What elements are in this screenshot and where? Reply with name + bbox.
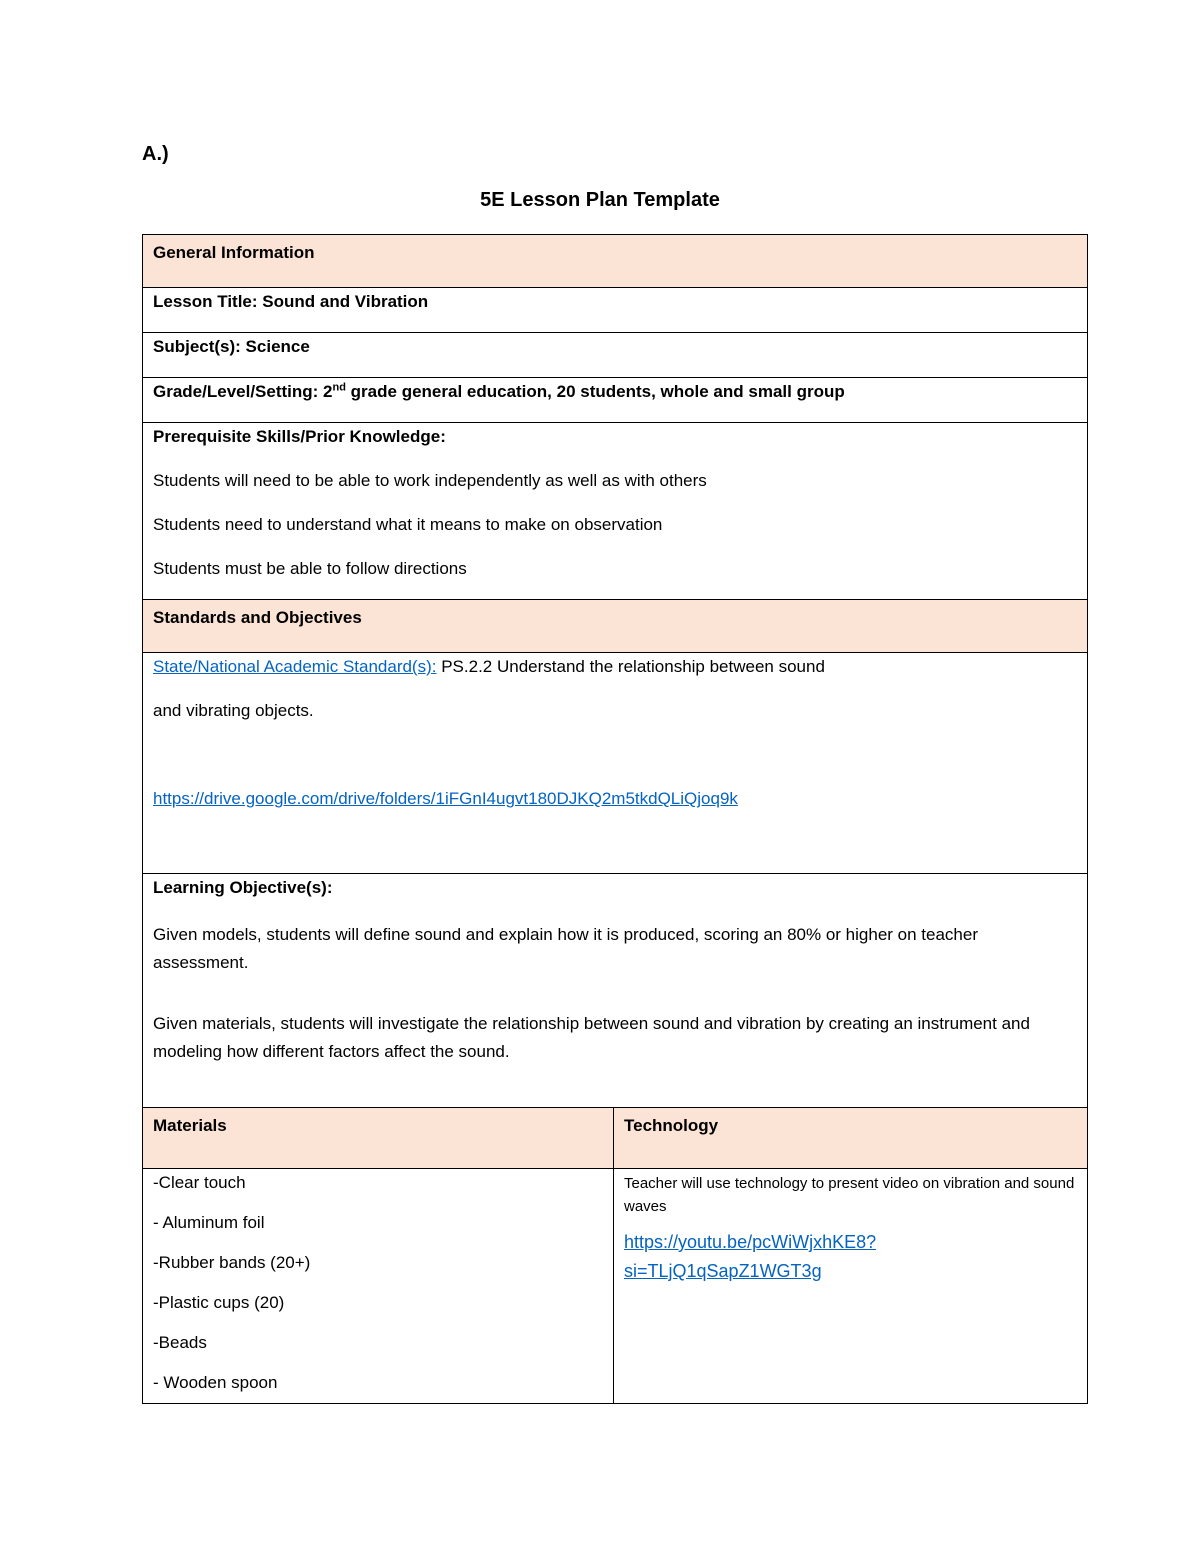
list-item: -Beads <box>153 1333 207 1352</box>
document-title: 5E Lesson Plan Template <box>480 189 720 211</box>
list-item: -Clear touch <box>153 1173 246 1192</box>
grade-level-cell <box>143 378 1088 423</box>
drive-folder-link[interactable]: https://drive.google.com/drive/folders/1iFGnI4ugvt180DJKQ2m5tkdQLiQjoq9k <box>153 789 738 808</box>
materials-technology-header-row <box>143 1108 1088 1169</box>
grade-level-setting: Grade/Level/Setting: 2nd grade general education, 20 students, whole and small group <box>153 381 845 401</box>
general-information-header-row <box>143 235 1088 288</box>
standard-line: State/National Academic Standard(s): PS.2.2 Understand the relationship between sound <box>153 657 825 676</box>
technology-heading: Technology <box>614 1108 1088 1169</box>
prerequisite-item: Students must be able to follow directions <box>153 559 467 578</box>
lesson-title: Lesson Title: Sound and Vibration <box>153 292 429 311</box>
prerequisite-item: Students need to understand what it means to make on observation <box>153 515 663 534</box>
prerequisite-cell <box>143 423 1088 600</box>
technology-cell <box>614 1169 1088 1404</box>
subjects-cell <box>143 333 1088 378</box>
materials-heading: Materials <box>143 1108 614 1169</box>
standards-objectives-heading: Standards and Objectives <box>143 600 1088 653</box>
list-item: -Rubber bands (20+) <box>153 1253 311 1272</box>
learning-objective: Given models, students will define sound and explain how it is produced, scoring an 80% or higher on teacher assessment. <box>153 925 978 972</box>
standard-line-continued: and vibrating objects. <box>153 701 314 720</box>
standards-cell <box>143 653 1088 874</box>
prerequisite-heading: Prerequisite Skills/Prior Knowledge: <box>153 427 446 446</box>
list-item: -Plastic cups (20) <box>153 1293 285 1312</box>
learning-objective: Given materials, students will investigate the relationship between sound and vibration by creating an instrument and modeling how different factors affect the sound. <box>153 1014 1030 1061</box>
learning-objectives-heading: Learning Objective(s): <box>153 878 333 897</box>
general-information-heading: General Information <box>143 235 1088 288</box>
prerequisite-item: Students will need to be able to work independently as well as with others <box>153 471 707 490</box>
learning-objectives-cell <box>143 874 1088 1108</box>
lesson-plan-table <box>142 234 1088 1404</box>
page-label: A.) <box>142 143 169 165</box>
materials-list <box>143 1169 614 1404</box>
standards-header-row <box>143 600 1088 653</box>
lesson-title-cell <box>143 288 1088 333</box>
technology-description: Teacher will use technology to present video on vibration and sound waves <box>624 1175 1075 1215</box>
video-link[interactable]: https://youtu.be/pcWiWjxhKE8? si=TLjQ1qSapZ1WGT3g <box>624 1232 877 1281</box>
list-item: - Wooden spoon <box>153 1373 278 1392</box>
list-item: - Aluminum foil <box>153 1213 265 1232</box>
subjects: Subject(s): Science <box>153 337 310 356</box>
standards-link[interactable]: State/National Academic Standard(s): <box>153 657 437 676</box>
